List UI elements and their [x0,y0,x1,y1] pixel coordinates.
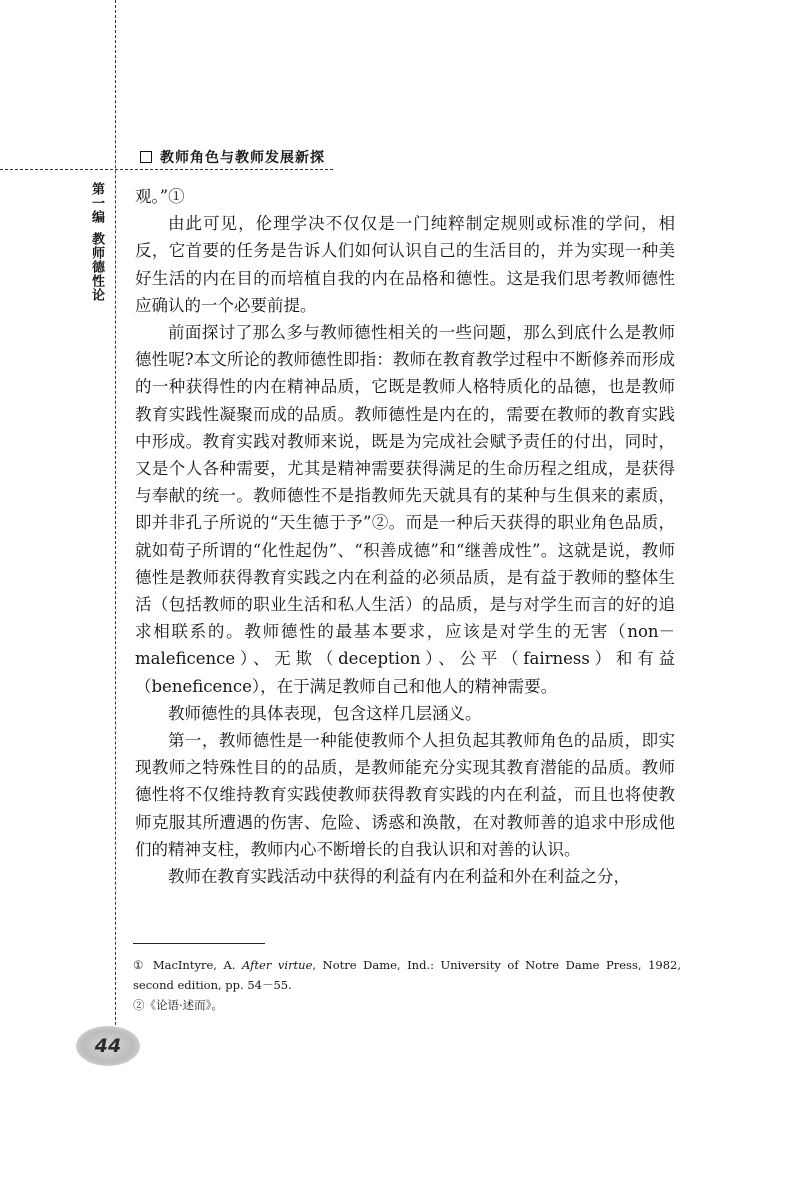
paragraph-1: 观。”① [135,187,185,206]
running-header-title: 教师角色与教师发展新探 [160,150,325,166]
side-part-label: 第一编 [89,182,104,224]
side-section-label [82,182,104,302]
paragraph-4: 教师德性的具体表现，包含这样几层涵义。 [168,703,482,723]
paragraph-2: 由此可见，伦理学决不仅仅是一门纯粹制定规则或标准的学问，相反，它首要的任务是告诉人们如何认识自己的生活目的，并为实现一种美好生活的内在目的而培植自我的内在品格和德性。这是我们思考教师德性应确认的一个必要前提。 [135,214,675,315]
footnote-divider [133,943,265,944]
footnote-1-marker: ① [133,958,147,972]
side-section-title: 教师德性论 [89,232,104,302]
paragraph-5: 第一，教师德性是一种能使教师个人担负起其教师角色的品质，即实现教师之特殊性目的的品质，是教师能充分实现其教育潜能的品质。教师德性将不仅维持教育实践使教师获得教育实践的内在利益，而且也将使教师克服其所遭遇的伤害、危险、诱惑和涣散，在对教师善的追求中形成他们的精神支柱，教师内心不断增长的自我认识和对善的认识。 [135,731,675,859]
body-text [135,183,675,890]
footnote-1-book-title: After virtue [242,958,313,972]
paragraph-6: 教师在教育实践活动中获得的利益有内在利益和外在利益之分， [168,867,630,887]
footnote-1-author: MacIntyre, A. [152,958,243,972]
footnote-1-publication: , Notre Dame, Ind.: University of Notre Dame Press, 1982, second edition, pp. 54－55. [133,958,682,992]
page-number: 44 [76,1026,140,1066]
footnote-1 [133,955,681,995]
running-header [140,147,325,167]
footnote-2: ②《论语·述而》。 [133,998,223,1012]
paragraph-3: 前面探讨了那么多与教师德性相关的一些问题，那么到底什么是教师德性呢?本文所论的教师德性即指：教师在教育教学过程中不断修养而形成的一种获得性的内在精神品质，它既是教师人格特质化的品德，也是教师教育实践性凝聚而成的品质。教师德性是内在的，需要在教师的教育实践中形成。教育实践对教师来说，既是为完成社会赋予责任的付出，同时，又是个人各种需要，尤其是精神需要获得满足的生命历程之组成，是获得与奉献的统一。教师德性不是指教师先天就具有的某种与生俱来的素质，即并非孔子所说的“天生德于予”②。而是一种后天获得的职业角色品质，就如荀子所谓的“化性起伪”、“积善成德”和“继善成性”。这就是说，教师德性是教师获得教育实践之内在利益的必须品质，是有益于教师的整体生活（包括教师的职业生活和私人生活）的品质，是与对学生而言的好的追求相联系的。教师德性的最基本要求，应该是对学生的无害（non－maleficence）、无欺（deception）、公平（fairness）和有益（beneficence），在于满足教师自己和他人的精神需要。 [135,323,675,696]
margin-dashed-vertical-line [115,0,116,1060]
header-dashed-horizontal-line [0,169,333,170]
square-bullet-icon [140,151,152,163]
